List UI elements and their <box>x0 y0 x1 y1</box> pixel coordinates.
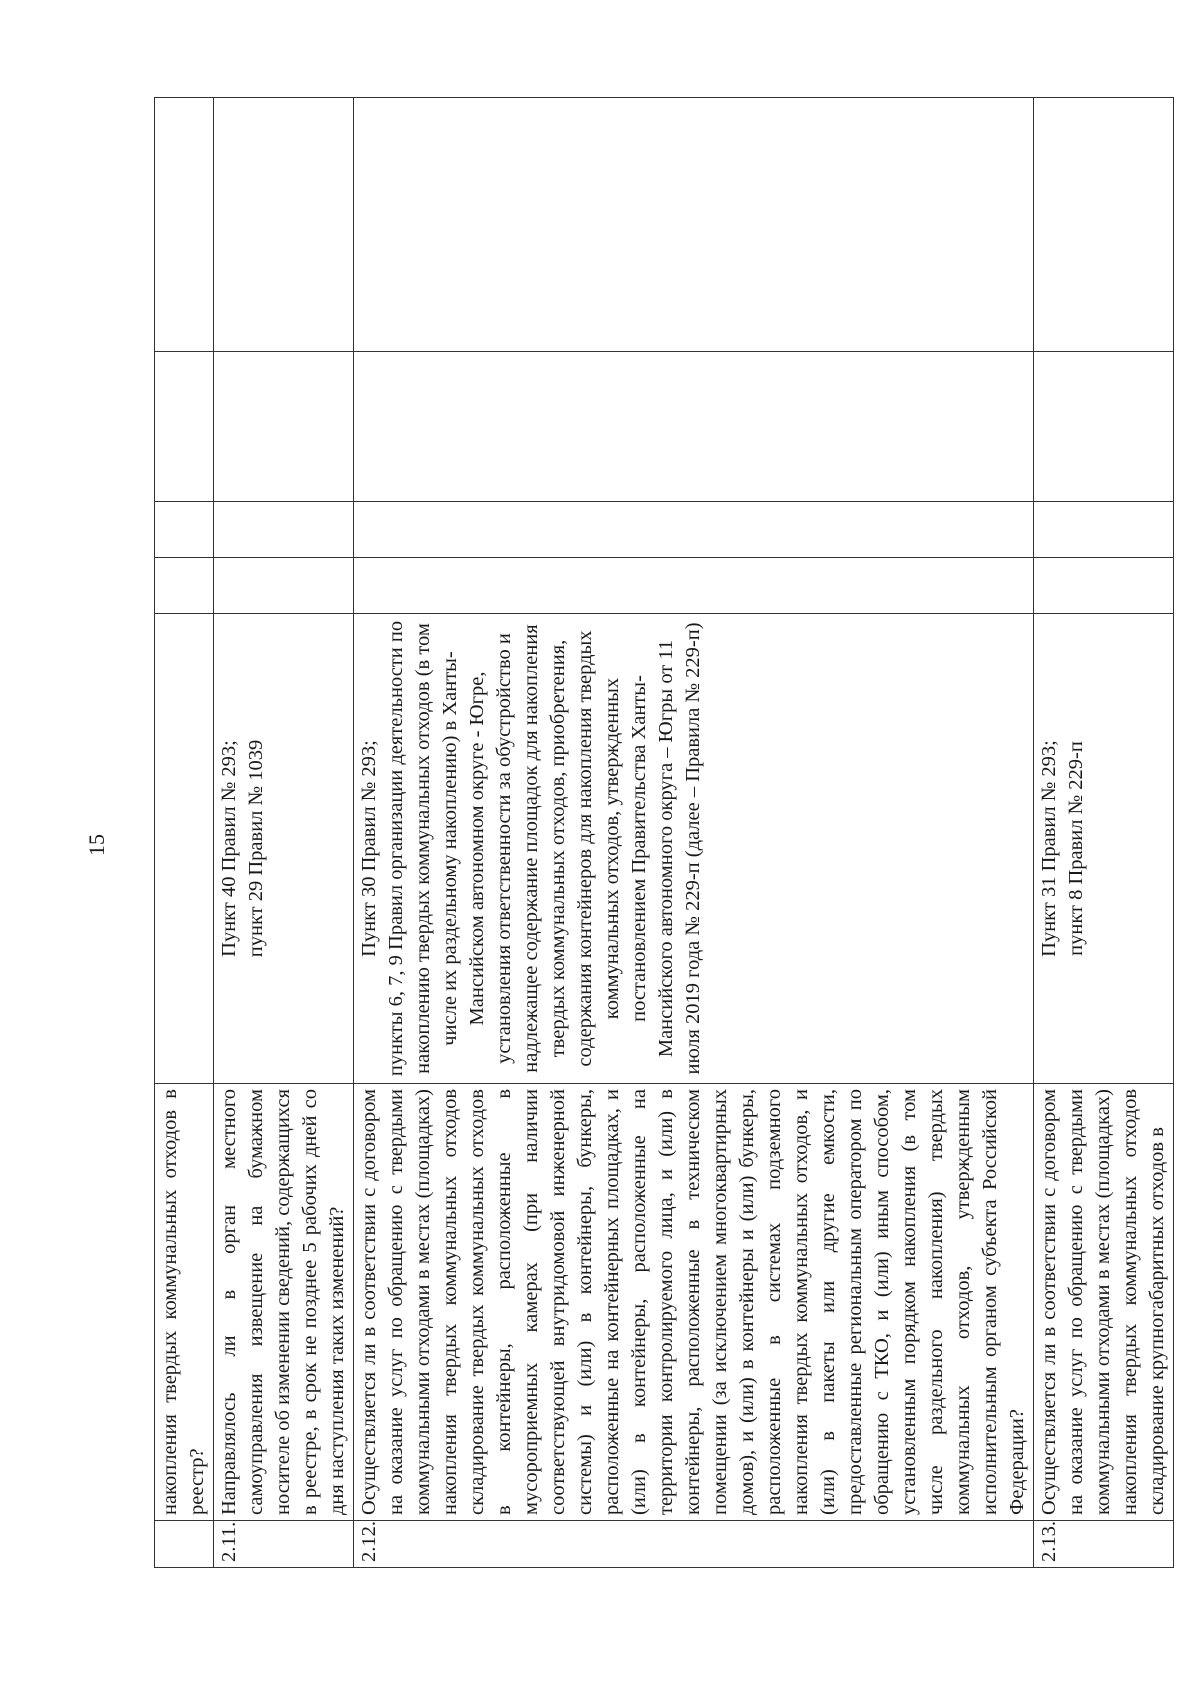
page-number: 15 <box>84 834 109 856</box>
legal-reference <box>155 614 214 1084</box>
reference-line: пункты 6, 7, 9 Правил организации деятельности по накоплению твердых коммунальных отходов (в том числе их раздельному накоплению) в Ханты-Мансийском автономном округе - Югре, установления ответственности за обустройство и надлежащее содержание площадок для накопления твердых коммунальных отходов, приобретения, содержания контейнеров для накопления твердых коммунальных отходов, утвержденных постановлением Правительства Ханты-Мансийского автономного округа – Югры от 11 июля 2019 года № 229-п (далее – Правила № 229-п) <box>385 620 704 1077</box>
table-row-2-11 <box>214 98 354 1568</box>
answer-cell-yes <box>155 558 214 614</box>
item-number: 2.13. <box>1034 1521 1174 1568</box>
answer-cell-na <box>155 352 214 502</box>
item-number: 2.11. <box>214 1521 354 1568</box>
legal-reference <box>1034 614 1174 1084</box>
answer-cell-yes <box>1034 558 1174 614</box>
question-text: Направлялось ли в орган местного самоуправления извещение на бумажном носителе об изменении сведений, содержащихся в реестре, в срок не позднее 5 рабочих дней со дня наступления таких изменений? <box>214 1084 354 1521</box>
legal-reference <box>214 614 354 1084</box>
table-row-2-13 <box>1034 98 1174 1568</box>
table-row-2-12 <box>354 98 1034 1568</box>
rotated-table-container <box>154 98 1168 1568</box>
answer-cell-na <box>1034 352 1174 502</box>
answer-cell-no <box>354 502 1034 558</box>
table-row-continuation <box>155 98 214 1568</box>
checklist-table <box>154 97 1174 1568</box>
answer-cell-na <box>214 352 354 502</box>
notes-cell <box>1034 98 1174 352</box>
question-text: Осуществляется ли в соответствии с договором на оказание услуг по обращению с твердыми коммунальными отходами в местах (площадках) накопления твердых коммунальных отходов складирование крупногабаритных отходов в <box>1034 1084 1174 1521</box>
answer-cell-no <box>1034 502 1174 558</box>
reference-line: Пункт 40 Правил № 293; <box>218 740 240 957</box>
reference-line: пункт 8 Правил № 229-п <box>1065 741 1087 956</box>
question-text: Осуществляется ли в соответствии с договором на оказание услуг по обращению с твердыми коммунальными отходами в местах (площадках) накопления твердых коммунальных отходов складирование твердых коммунальных отходов в контейнеры, расположенные в мусороприемных камерах (при наличии соответствующей внутридомовой инженерной системы) и (или) в контейнеры, бункеры, расположенные на контейнерных площадках, и (или) в контейнеры, расположенные на территории контролируемого лица, и (или) в контейнеры, расположенные в техническом помещении (за исключением многоквартирных домов), и (или) в контейнеры и (или) бункеры, расположенные в системах подземного накопления твердых коммунальных отходов, и (или) в пакеты или другие емкости, предоставленные региональным оператором по обращению с ТКО, и (или) иным способом, установленным порядком накопления (в том числе раздельного накопления) твердых коммунальных отходов, утвержденным исполнительным органом субъекта Российской Федерации? <box>354 1084 1034 1521</box>
reference-line: пункт 29 Правил № 1039 <box>245 739 267 958</box>
reference-line: Пункт 30 Правил № 293; <box>358 740 380 957</box>
notes-cell <box>155 98 214 352</box>
answer-cell-yes <box>214 558 354 614</box>
question-text: накопления твердых коммунальных отходов в реестр? <box>155 1084 214 1521</box>
answer-cell-no <box>214 502 354 558</box>
answer-cell-na <box>354 352 1034 502</box>
legal-reference <box>354 614 1034 1084</box>
notes-cell <box>214 98 354 352</box>
notes-cell <box>354 98 1034 352</box>
answer-cell-no <box>155 502 214 558</box>
item-number: 2.12. <box>354 1521 1034 1568</box>
reference-line: Пункт 31 Правил № 293; <box>1038 740 1060 957</box>
item-number <box>155 1521 214 1568</box>
answer-cell-yes <box>354 558 1034 614</box>
